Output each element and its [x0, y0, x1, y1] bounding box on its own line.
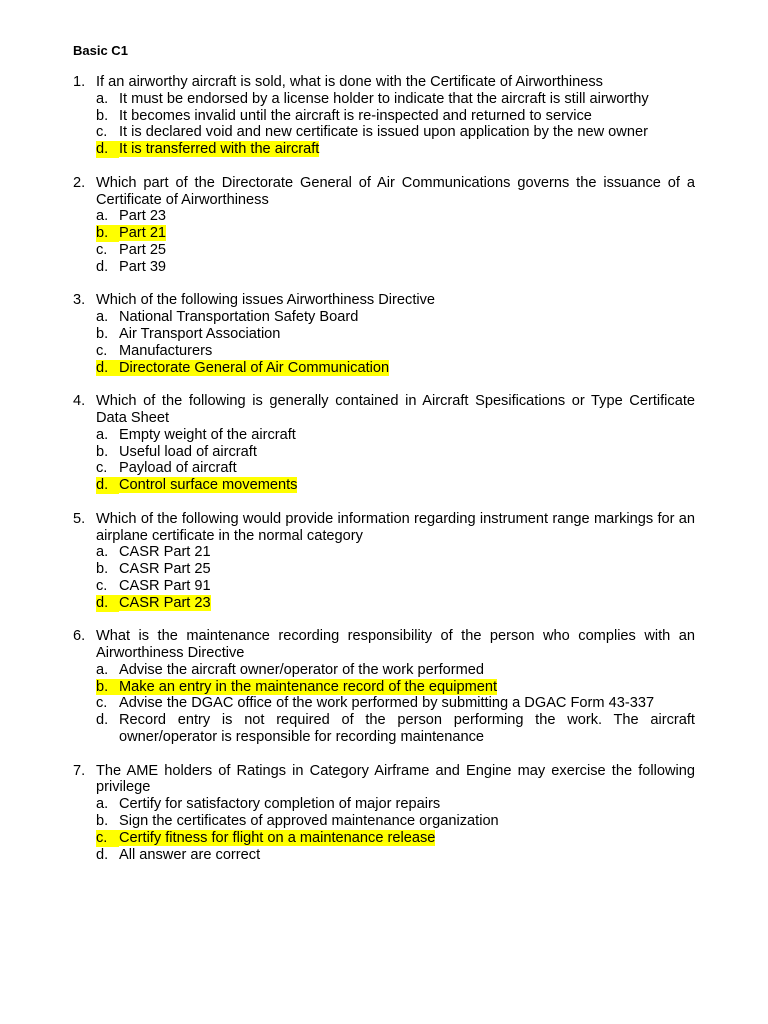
question-item — [73, 74, 695, 158]
option-text-highlighted: Make an entry in the maintenance record of the equipment — [119, 678, 498, 695]
option-letter: a. — [96, 661, 109, 678]
option-text-highlighted: Certify fitness for flight on a maintenance release — [119, 829, 436, 846]
answer-option — [96, 427, 695, 444]
option-letter: b. — [96, 813, 109, 830]
answer-option-correct — [96, 679, 695, 696]
option-text: Empty weight of the aircraft — [119, 426, 296, 443]
answer-option-correct — [96, 141, 695, 158]
option-text: Useful load of aircraft — [119, 443, 257, 460]
question-text: Which of the following issues Airworthiness Directive — [96, 292, 436, 309]
option-letter: c. — [96, 460, 108, 477]
option-text: Record entry is not required of the person performing the work. The aircraft owner/operator is responsible for recording maintenance — [119, 712, 695, 746]
option-text: Air Transport Association — [119, 325, 281, 342]
answer-option — [96, 561, 695, 578]
question-text: What is the maintenance recording responsibility of the person who complies with an Airworthiness Directive — [96, 628, 695, 662]
option-text-wrap — [119, 242, 695, 259]
question-item — [73, 292, 695, 376]
option-text-highlighted: Part 21 — [119, 225, 167, 242]
option-text: All answer are correct — [119, 846, 261, 863]
option-text: Sign the certificates of approved maintenance organization — [119, 813, 499, 830]
question-text: Which of the following is generally contained in Aircraft Spesifications or Type Certificate Data Sheet — [96, 393, 695, 426]
answer-options — [96, 208, 695, 275]
option-letter: a. — [96, 796, 109, 813]
question-item — [73, 175, 695, 276]
option-text: Part 23 — [119, 208, 167, 225]
question-text: If an airworthy aircraft is sold, what is done with the Certificate of Airworthiness — [96, 74, 603, 90]
option-text-wrap — [119, 124, 695, 141]
option-letter: b. — [96, 561, 109, 578]
option-text-wrap — [119, 544, 695, 561]
option-letter: b. — [96, 325, 109, 342]
answer-option — [96, 813, 695, 830]
option-text: Manufacturers — [119, 342, 213, 359]
option-text: Payload of aircraft — [119, 460, 237, 477]
option-text-wrap — [119, 695, 695, 712]
question-number: 3. — [73, 292, 86, 309]
question-text: Which part of the Directorate General of Air Communications governs the issuance of a Certificate of Airworthiness — [96, 174, 695, 208]
option-text: Part 39 — [119, 258, 167, 275]
answer-option-correct — [96, 225, 695, 242]
option-text-wrap — [119, 108, 695, 125]
option-text-wrap — [119, 259, 695, 276]
question-item — [73, 511, 695, 612]
option-text-wrap — [119, 343, 695, 360]
answer-option-correct — [96, 830, 695, 847]
answer-option — [96, 208, 695, 225]
answer-option — [96, 695, 695, 712]
option-letter: d. — [96, 141, 119, 158]
question-text: The AME holders of Ratings in Category Airframe and Engine may exercise the following privilege — [96, 762, 695, 796]
option-text-wrap — [119, 309, 695, 326]
option-letter: c. — [96, 695, 108, 712]
option-text: Part 25 — [119, 241, 167, 258]
question-item — [73, 763, 695, 864]
question-stem — [73, 74, 695, 91]
question-text: Which of the following would provide information regarding instrument range markings for an airplane certificate in the normal category — [96, 510, 695, 544]
answer-option — [96, 326, 695, 343]
option-text: CASR Part 91 — [119, 577, 211, 594]
question-stem — [73, 628, 695, 662]
option-text-wrap — [119, 561, 695, 578]
option-text-wrap — [119, 712, 695, 746]
option-text: It becomes invalid until the aircraft is re-inspected and returned to service — [119, 107, 592, 124]
option-letter: c. — [96, 830, 119, 847]
question-item — [73, 393, 695, 494]
question-item — [73, 628, 695, 746]
option-letter: b. — [96, 107, 109, 124]
question-number: 4. — [73, 393, 86, 410]
option-text-wrap — [119, 830, 695, 847]
option-text: CASR Part 25 — [119, 561, 211, 578]
option-text-wrap — [119, 578, 695, 595]
option-letter: a. — [96, 208, 109, 225]
option-text-highlighted: Control surface movements — [119, 477, 298, 494]
option-letter: a. — [96, 544, 109, 561]
option-text-highlighted: It is transferred with the aircraft — [119, 141, 320, 158]
option-letter: c. — [96, 124, 108, 141]
option-letter: b. — [96, 679, 119, 696]
answer-options — [96, 662, 695, 746]
option-text-wrap — [119, 225, 695, 242]
option-text-wrap — [119, 427, 695, 444]
option-letter: c. — [96, 342, 108, 359]
answer-option — [96, 796, 695, 813]
option-text: It is declared void and new certificate is issued upon application by the new owner — [119, 124, 648, 141]
answer-options — [96, 544, 695, 611]
option-letter: b. — [96, 225, 119, 242]
answer-options — [96, 796, 695, 863]
question-number: 5. — [73, 510, 86, 527]
answer-option — [96, 108, 695, 125]
option-text-wrap — [119, 208, 695, 225]
option-text-wrap — [119, 847, 695, 864]
option-text: It must be endorsed by a license holder to indicate that the aircraft is still airworthy — [119, 90, 649, 107]
answer-option — [96, 544, 695, 561]
option-text: National Transportation Safety Board — [119, 309, 359, 326]
option-text-wrap — [119, 360, 695, 377]
answer-option — [96, 242, 695, 259]
option-text-wrap — [119, 141, 695, 158]
option-text: Advise the aircraft owner/operator of the work performed — [119, 661, 485, 678]
answer-option-correct — [96, 477, 695, 494]
option-text-wrap — [119, 662, 695, 679]
option-text-highlighted: Directorate General of Air Communication — [119, 359, 390, 376]
answer-options — [96, 309, 695, 376]
option-letter: d. — [96, 846, 109, 863]
option-text: Certify for satisfactory completion of major repairs — [119, 796, 441, 813]
option-letter: c. — [96, 577, 108, 594]
option-text-wrap — [119, 444, 695, 461]
answer-option — [96, 259, 695, 276]
answer-option — [96, 847, 695, 864]
answer-option — [96, 460, 695, 477]
option-text: CASR Part 21 — [119, 544, 211, 561]
option-letter: a. — [96, 90, 109, 107]
option-letter: d. — [96, 258, 109, 275]
option-text-wrap — [119, 477, 695, 494]
answer-option-correct — [96, 595, 695, 612]
question-number: 1. — [73, 74, 86, 90]
answer-option — [96, 444, 695, 461]
option-letter: a. — [96, 309, 109, 326]
option-text-wrap — [119, 460, 695, 477]
answer-option-correct — [96, 360, 695, 377]
option-text-wrap — [119, 91, 695, 108]
option-letter: c. — [96, 241, 108, 258]
document-title: Basic C1 — [73, 43, 128, 58]
question-number: 6. — [73, 628, 86, 645]
option-text-wrap — [119, 813, 695, 830]
answer-option — [96, 91, 695, 108]
option-letter: d. — [96, 712, 109, 729]
question-stem — [73, 175, 695, 209]
option-text-wrap — [119, 326, 695, 343]
question-stem — [73, 292, 695, 309]
option-text-wrap — [119, 796, 695, 813]
option-letter: d. — [96, 477, 119, 494]
option-text-highlighted: CASR Part 23 — [119, 594, 211, 611]
answer-option — [96, 309, 695, 326]
option-letter: d. — [96, 360, 119, 377]
question-number: 2. — [73, 174, 86, 191]
question-stem — [73, 763, 695, 797]
question-number: 7. — [73, 762, 86, 779]
answer-option — [96, 124, 695, 141]
answer-option — [96, 343, 695, 360]
option-text-wrap — [119, 595, 695, 612]
option-letter: d. — [96, 595, 119, 612]
answer-options — [96, 427, 695, 494]
question-stem — [73, 511, 695, 545]
option-letter: a. — [96, 426, 109, 443]
answer-options — [96, 91, 695, 158]
answer-option — [96, 712, 695, 746]
option-text-wrap — [119, 679, 695, 696]
answer-option — [96, 578, 695, 595]
option-letter: b. — [96, 443, 109, 460]
option-text: Advise the DGAC office of the work performed by submitting a DGAC Form 43-337 — [119, 695, 655, 712]
answer-option — [96, 662, 695, 679]
question-stem — [73, 393, 695, 427]
question-list — [73, 74, 695, 880]
